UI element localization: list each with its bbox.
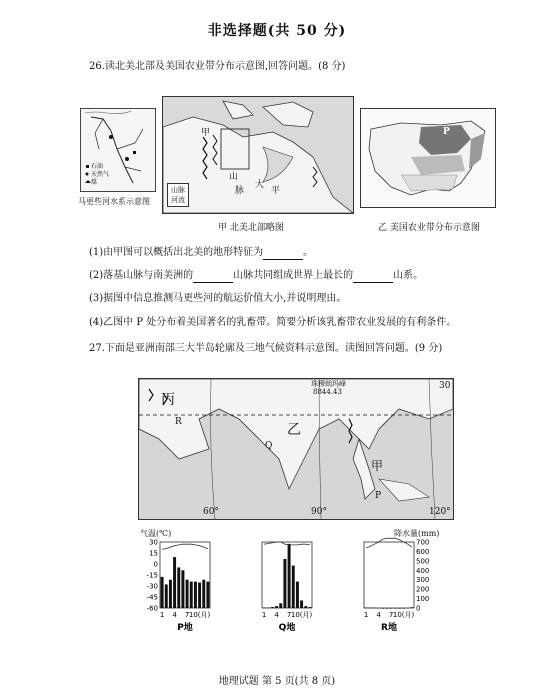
precip-bar: [296, 582, 299, 608]
north-america-drawing: [163, 97, 353, 213]
precip-bar: [373, 608, 376, 609]
q26-sub3: (3)据图中信息推测马更些河的航运价值大小,并说明理由。: [89, 293, 347, 304]
map-jia-legend: [167, 183, 189, 207]
month-tick: 10(月): [290, 611, 313, 619]
precip-tick: 100: [416, 595, 430, 604]
temp-line: [366, 538, 412, 548]
precip-tick: 300: [416, 576, 430, 585]
chart-name: Q地: [278, 623, 296, 633]
temp-tick: -15: [146, 571, 158, 580]
south-asia-drawing: [139, 379, 453, 519]
temp-line: [264, 542, 310, 545]
precip-tick: 600: [416, 547, 430, 556]
label-jia-peninsula: 甲: [371, 459, 384, 473]
precip-bar: [169, 580, 172, 608]
us-agriculture-drawing: [361, 109, 495, 207]
precip-bar: [194, 582, 197, 608]
precip-bar: [394, 608, 397, 609]
precip-bar: [206, 582, 209, 608]
precip-bar: [381, 608, 384, 609]
label-ping: 平: [271, 186, 281, 196]
precip-bar: [292, 566, 295, 608]
label-peak-height: 8844.43: [313, 388, 342, 396]
label-r: R: [175, 417, 182, 427]
q26-sub1-end: 。: [303, 247, 314, 258]
mackenzie-inset-map: [80, 108, 156, 192]
climate-charts: [130, 536, 450, 644]
label-peak: 珠穆朗玛峰: [311, 380, 346, 388]
us-agriculture-map: [360, 108, 496, 208]
q26-sub2-text-c: 山系。: [393, 270, 424, 281]
precip-bar: [198, 583, 201, 608]
month-tick: 10(月): [392, 611, 415, 619]
month-tick: 1: [159, 611, 165, 619]
month-tick: 4: [274, 611, 279, 619]
page-footer: 地理试题 第 5 页(共 8 页): [218, 676, 336, 687]
precip-bar: [398, 608, 401, 609]
precip-axis-title: 降水量(mm): [394, 529, 440, 538]
month-tick: 1: [261, 611, 267, 619]
precip-tick: 500: [416, 557, 430, 566]
precip-tick: 400: [416, 566, 430, 575]
precip-bar: [406, 608, 409, 609]
temp-tick: 30: [149, 538, 158, 547]
precip-bar: [300, 600, 303, 608]
legend-gas: 天然气: [91, 171, 110, 178]
precip-bar: [369, 608, 372, 609]
q26-stem: 26.读北美北部及美国农业带分布示意图,回答问题。(8 分): [89, 61, 346, 72]
q26-sub2: [89, 269, 423, 283]
precip-bar: [173, 557, 176, 608]
precip-bar: [190, 582, 193, 608]
precip-bar: [304, 606, 307, 608]
precip-bar: [202, 580, 205, 608]
q26-sub2-text-b: 山脉共同组成世界上最长的: [233, 270, 354, 281]
legend-oil: 石油: [91, 163, 104, 170]
label-mai: 脉: [235, 186, 245, 196]
temp-tick: -45: [146, 593, 158, 602]
north-america-map: [162, 96, 354, 214]
precip-tick: 0: [416, 604, 421, 613]
legend-river: 河流: [171, 196, 185, 204]
label-jia: 甲: [201, 128, 211, 138]
precip-bar: [275, 606, 278, 608]
month-tick: 4: [172, 611, 177, 619]
precip-bar: [283, 559, 286, 608]
precip-bar: [181, 570, 184, 608]
q26-sub4: (4)乙图中 P 处分布着美国著名的乳畜带。简要分析该乳畜带农业发展的有利条件。: [89, 317, 457, 328]
precip-bar: [402, 608, 405, 609]
label-shan: 山: [229, 172, 239, 182]
label-lon60: 60°: [203, 507, 219, 517]
label-bing: 丙: [161, 392, 175, 408]
precip-bar: [279, 603, 282, 608]
label-p: P: [375, 491, 382, 501]
month-tick: 7: [286, 611, 292, 619]
precip-bar: [186, 580, 189, 608]
label-da: 大: [255, 180, 265, 190]
chart-name: P地: [177, 623, 193, 633]
precip-bar: [410, 607, 413, 608]
month-tick: 4: [376, 611, 381, 619]
legend-coal: 煤: [91, 179, 98, 186]
precip-bar: [165, 584, 168, 608]
q26-sub1-text: (1)由甲图可以概括出北美的地形特征为: [89, 247, 264, 258]
month-tick: 7: [184, 611, 190, 619]
precip-bar: [377, 608, 380, 609]
precip-bar: [271, 607, 274, 608]
precip-bar: [267, 608, 270, 609]
q26-sub1-blank[interactable]: [263, 249, 303, 260]
temp-line: [162, 544, 208, 549]
map-jia-caption: 甲 北美北部略图: [218, 223, 284, 233]
precip-bar: [385, 608, 388, 609]
label-q: Q: [265, 441, 273, 451]
q26-sub2-blank-1[interactable]: [193, 272, 233, 283]
label-lon120: 120°: [429, 507, 451, 517]
map-yi-caption: 乙 美国农业带分布示意图: [378, 223, 480, 233]
precip-bar: [308, 607, 311, 608]
temp-axis-title: 气温(℃): [140, 529, 172, 538]
q26-sub1: [89, 246, 313, 260]
month-tick: 10(月): [188, 611, 211, 619]
precip-bar: [177, 567, 180, 608]
chart-frame: [364, 542, 414, 608]
chart-name: R地: [381, 623, 397, 633]
inset-caption: 马更些河水系示意图: [78, 197, 150, 206]
precip-bar: [161, 577, 164, 608]
south-asia-map: [138, 378, 454, 520]
section-title: 非选择题(共 50 分): [207, 23, 347, 39]
temp-tick: 15: [149, 549, 158, 558]
month-tick: 1: [363, 611, 369, 619]
q26-sub2-text-a: (2)落基山脉与南美洲的: [89, 270, 194, 281]
precip-bar: [365, 608, 368, 609]
q27-stem: 27.下面是亚洲南部三大半岛轮廓及三地气候资料示意图。读图回答问题。(9 分): [89, 343, 443, 354]
temp-tick: -30: [146, 582, 158, 591]
precip-tick: 200: [416, 585, 430, 594]
chart-frame: [262, 542, 312, 608]
precip-bar: [263, 608, 266, 609]
precip-tick: 700: [416, 538, 430, 547]
legend-mountain: 山脉: [171, 186, 185, 194]
precip-bar: [288, 544, 291, 608]
label-lat30: 30: [439, 381, 451, 391]
month-tick: 7: [388, 611, 394, 619]
q26-sub2-blank-2[interactable]: [353, 272, 393, 283]
temp-tick: -60: [146, 604, 158, 613]
label-yi: 乙: [287, 422, 301, 438]
temp-tick: 0: [153, 560, 158, 569]
precip-bar: [390, 608, 393, 609]
label-p-dairy: P: [443, 127, 450, 137]
label-lon90: 90°: [311, 507, 327, 517]
